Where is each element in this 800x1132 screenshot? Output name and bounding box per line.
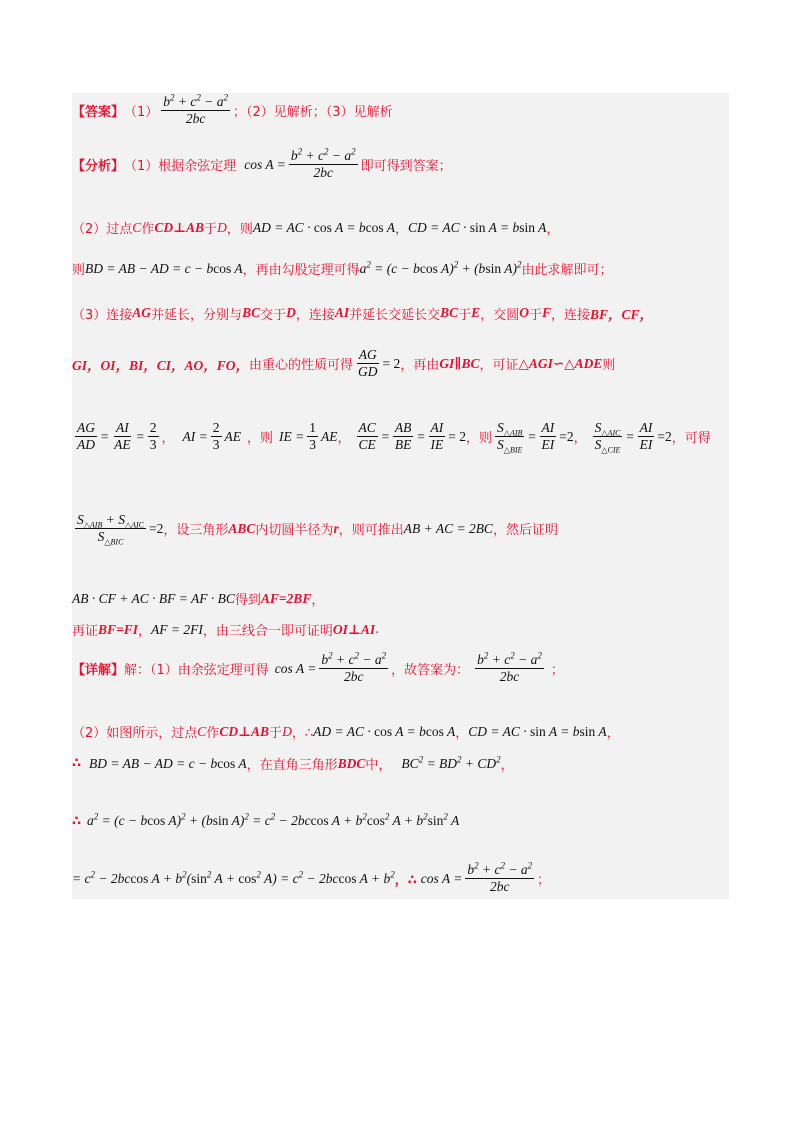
math-var: BF=FI — [98, 621, 138, 637]
analysis-text: 并延长交延长交 — [349, 307, 441, 323]
formula-fraction: $\frac{2}{3}$ — [212, 420, 220, 453]
math-var: AF=2BF — [260, 590, 312, 606]
math-var: D — [217, 219, 227, 235]
answer-part1: （1） — [124, 105, 159, 121]
detail-label: 【详解】 — [72, 663, 125, 679]
formula: cos A = — [244, 156, 286, 172]
formula-fraction: $\frac{S_{\triangle AIC}}{S_{\triangle CIE}}$ — [594, 420, 621, 455]
formula-fraction: $\frac{AI}{EI}$ — [639, 420, 653, 453]
math-var: C — [197, 723, 207, 739]
analysis-text: ，设三角形 — [163, 523, 229, 539]
analysis-text: ，再由勾股定理可得 — [242, 263, 360, 278]
analysis-line-6: $\frac{AG}{AD}$ = $\frac{AI}{AE}$ = $\frac{2}{3}$ ， AI = $\frac{2}{3}$ AE ，则 IE = $\frac{1}{3}$ AE ， $\frac{AC}{CE}$ = $\frac{AB}{BE}$ = $\frac{AI}{IE}$ = 2 ，则 $\frac{S_{\triangle AIB}}{S_{\triangle BIE}}$ = $\frac{AI}{EI}$ =2 ， $\frac{S_{\triangle AIC}}{S_{\triangle CIE}}$ = $\frac{AI}{EI}$ =2 ，可得 — [77, 420, 711, 455]
analysis-line-1 — [72, 146, 452, 181]
analysis-text: ，可得 — [671, 431, 711, 447]
analysis-text: （3）连接 — [72, 307, 133, 323]
formula-fraction: $\frac{1}{3}$ — [309, 420, 316, 453]
formula-cosA-fraction: $\frac{b^2 + c^2 - a^2}{2bc}$ — [163, 92, 229, 127]
analysis-text: ， — [311, 593, 325, 608]
formula-fraction: $\frac{AI}{EI}$ — [541, 420, 555, 453]
detail-text: ，在直角三角形 — [246, 758, 338, 773]
analysis-text: 则 — [72, 263, 86, 278]
detail-line-5: = $c^2 - 2bccos$ $A + b^2(\sin^2$ $A + \cos^2 A) = c^2 - 2bccos$ $A + b^2$ ，∴ cos A = $\frac{b^2 + c^2 - a^2}{2bc}$ ； — [72, 860, 551, 895]
formula: = 2 — [382, 355, 401, 371]
analysis-text: ，则 — [466, 431, 493, 447]
math-var: CD⊥AB — [154, 219, 205, 235]
analysis-text: ， — [137, 624, 151, 639]
math-var: OI⊥AI — [332, 621, 376, 637]
math-var: C — [132, 219, 142, 235]
formula: CD = AC · sin A = bsin A — [407, 219, 547, 235]
analysis-text: 并延长，分别与 — [151, 307, 243, 323]
formula-fraction: $\frac{b^2 + c^2 - a^2}{2bc}$ — [467, 860, 533, 895]
answer-label: 【答案】 — [72, 105, 125, 121]
analysis-text: ，由三线合一即可证明 — [202, 624, 333, 639]
formula: BD = AB − AD = c − bcos A — [85, 260, 243, 276]
analysis-text: ，则 — [247, 431, 274, 447]
formula-fraction: $\frac{AG}{AD}$ — [77, 420, 95, 453]
analysis-text: 即可得到答案； — [360, 159, 452, 175]
analysis-text: 作 — [141, 222, 155, 237]
formula-fraction: $\frac{AI}{IE}$ — [430, 420, 444, 453]
analysis-line-4 — [72, 303, 653, 323]
math-var: GI，OI，BI，CI，AO，FO， — [72, 357, 250, 373]
analysis-label: 【分析】 — [72, 159, 125, 175]
answer-line — [72, 92, 393, 127]
formula-fraction: $\frac{b^2 + c^2 - a^2}{2bc}$ — [290, 146, 356, 181]
analysis-text: 由重心的性质可得 — [249, 358, 354, 374]
detail-text: ； — [550, 663, 564, 679]
analysis-text: 于 — [204, 222, 218, 237]
math-var: BF，CF， — [590, 307, 654, 322]
formula-fraction: $\frac{AC}{CE}$ — [358, 420, 376, 453]
detail-line-3: ∴ BD = AB − AD = c − bcos A ，在直角三角形 BDC 中， $BC^2 = BD^2 + CD^2$ ， — [72, 754, 514, 773]
formula: AD = AC · cos A = bcos A — [252, 219, 395, 235]
detail-text: ， — [500, 758, 514, 773]
analysis-text: 得到 — [234, 593, 261, 608]
detail-text: ∴ — [72, 813, 82, 829]
analysis-line-5 — [72, 348, 615, 379]
formula-fraction: $\frac{S_{\triangle AIB} + S_{\triangle AIC}}{S_{\triangle BIC}}$ — [77, 512, 145, 547]
math-var: BC — [242, 305, 261, 320]
detail-text: ，∴ — [394, 873, 417, 889]
math-var: GI∥BC — [439, 355, 480, 371]
analysis-text: ，交圆 — [480, 307, 520, 323]
math-var: ABC — [228, 520, 256, 536]
formula: AB · CF + AC · BF = AF · BC — [72, 590, 235, 606]
detail-text: ，∴ — [291, 726, 314, 741]
analysis-line-8 — [72, 589, 324, 608]
detail-line-2: （2）如图所示，过点 C 作 CD⊥AB 于 D ，∴ AD = AC · cos A = bcos A ， CD = AC · sin A = bsin A ， — [72, 723, 620, 741]
answer-rest: ；（2）见解析；（3）见解析 — [233, 105, 393, 121]
analysis-text: ， — [546, 222, 560, 237]
detail-text: 于 — [269, 726, 283, 741]
math-var: F — [541, 305, 551, 320]
analysis-text: ，则 — [226, 222, 253, 237]
formula-fraction: $\frac{AG}{GD}$ — [358, 347, 378, 380]
analysis-line-7: $\frac{S_{\triangle AIB} + S_{\triangle AIC}}{S_{\triangle BIC}}$ =2 ，设三角形 ABC 内切圆半径为 r ，则可推出 AB + AC = 2BC ，然后证明 — [77, 512, 558, 547]
detail-text: ， — [455, 726, 469, 741]
analysis-text: 交于 — [260, 307, 287, 323]
solution-panel — [72, 93, 729, 899]
analysis-line-3 — [72, 259, 612, 278]
analysis-text: （1）根据余弦定理 — [124, 159, 237, 175]
formula-fraction: $\frac{b^2 + c^2 - a^2}{2bc}$ — [477, 650, 542, 685]
analysis-line-9: 再证 BF=FI ， AF = 2FI ，由三线合一即可证明 OI⊥AI . — [72, 621, 380, 639]
detail-text: ， — [606, 726, 620, 741]
analysis-text: ， — [573, 431, 587, 447]
formula-fraction: $\frac{AI}{AE}$ — [114, 420, 131, 453]
analysis-text: 于 — [528, 307, 542, 323]
detail-line-1: 【详解】 解：（1）由余弦定理可得 cos A = $\frac{b^2 + c^2 - a^2}{2bc}$ ，故答案为： $\frac{b^2 + c^2 - a^2}{2bc}$ ； — [72, 650, 564, 685]
math-var: BC — [440, 305, 459, 320]
formula: $a^2 = (c - bcos$ A)$^2$ + (bsin A)$^2$ — [359, 259, 522, 276]
math-var: CD⊥AB — [219, 723, 270, 739]
analysis-text: ，可证 — [479, 358, 519, 374]
analysis-text: 再证 — [72, 624, 99, 639]
detail-text: 中， — [365, 758, 392, 773]
math-var: △AGI∽△ADE — [518, 355, 603, 371]
analysis-text: ，则可推出 — [338, 523, 404, 539]
analysis-text: ，然后证明 — [492, 523, 558, 539]
formula-fraction: $\frac{b^2 + c^2 - a^2}{2bc}$ — [321, 650, 387, 685]
detail-line-4: ∴ $a^2 = (c - bcos$ A)$^2$ + (bsin $A)^2 = c^2 - 2bccos$ $A + b^2\cos^2$ $A + b^2\sin^2$ A — [72, 811, 460, 829]
formula-fraction: $\frac{AB}{BE}$ — [394, 420, 412, 453]
analysis-line-2 — [72, 218, 559, 237]
math-var: AG — [132, 305, 152, 320]
detail-text: ； — [537, 873, 551, 889]
detail-text: （2）如图所示，过点 — [72, 726, 198, 741]
analysis-text: . — [375, 622, 380, 637]
math-var: D — [282, 723, 292, 739]
detail-text: ，故答案为： — [391, 663, 470, 679]
analysis-text: 于 — [458, 307, 472, 323]
math-var: O — [519, 305, 529, 320]
detail-text: 解：（1）由余弦定理可得 — [124, 663, 269, 679]
analysis-text: ，连接 — [550, 307, 590, 323]
math-var: D — [286, 305, 296, 320]
analysis-text: （2）过点 — [72, 222, 133, 237]
math-var: E — [471, 305, 481, 320]
math-var: AI — [334, 305, 350, 320]
formula-fraction: $\frac{2}{3}$ — [149, 420, 157, 453]
analysis-text: 内切圆半径为 — [255, 523, 334, 539]
formula-fraction: $\frac{S_{\triangle AIB}}{S_{\triangle BIE}}$ — [497, 420, 523, 455]
analysis-text: 则 — [602, 358, 616, 374]
detail-text: ∴ — [72, 756, 82, 771]
analysis-text: ，再由 — [400, 358, 440, 374]
analysis-text: ， — [394, 222, 408, 237]
analysis-text: ，连接 — [295, 307, 335, 323]
math-var: r — [333, 520, 339, 536]
math-var: BDC — [337, 755, 366, 771]
detail-text: 作 — [206, 726, 220, 741]
analysis-text: 由此求解即可； — [521, 263, 613, 278]
